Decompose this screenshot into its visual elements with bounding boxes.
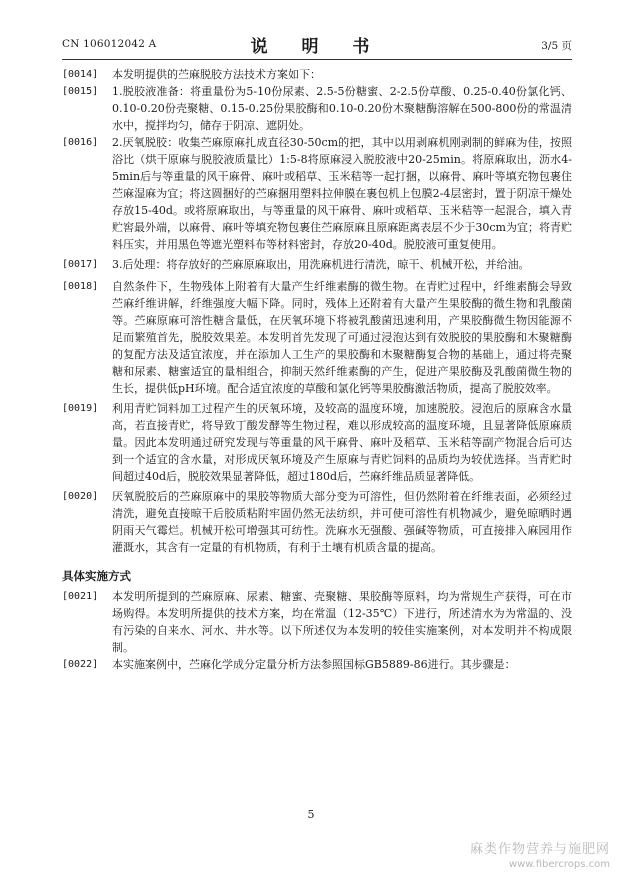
paragraph xyxy=(62,134,572,253)
paragraph-text: 厌氧脱胶后的苎麻原麻中的果胶等物质大部分变为可溶性，但仍然附着在纤维表面，必须经过清洗，避免直接晾干后胶质粘附牢固仍然无法纺织，并可使可溶性有机物减少，避免晾晒时遇阴雨天气霉烂。机械开松可增强其可纺性。洗麻水无强酸、强碱等物质，可直接排入麻园用作灌溉水，其含有一定量的有机物质，有利于土壤有机质含量的提高。 xyxy=(112,490,572,554)
paragraph-text: 3.后处理：将存放好的苎麻原麻取出，用洗麻机进行清洗，晾干、机械开松，并给油。 xyxy=(112,258,530,271)
site-watermark xyxy=(470,838,610,870)
paragraph-number: [0022] xyxy=(62,659,99,670)
paragraph xyxy=(62,256,572,273)
paragraph-text: 本发明所提到的苎麻原麻、尿素、糖蜜、壳聚糖、果胶酶等原料，均为常规生产获得，可在市场购得。本发明所提供的技术方案，均在常温（12-35℃）下进行，所述清水为为常温的、没有污染的自来水、河水、井水等。以下所述仅为本发明的较佳实施案例，对本发明并不构成限制。 xyxy=(112,590,572,654)
paragraph xyxy=(62,400,572,485)
paragraph-number: [0020] xyxy=(62,491,99,502)
paragraph xyxy=(62,588,572,656)
header-divider xyxy=(62,59,572,60)
paragraph-number: [0021] xyxy=(62,591,99,602)
paragraph xyxy=(62,488,572,556)
watermark-url: www.fibercrops.com xyxy=(508,859,610,870)
paragraph-number: [0014] xyxy=(62,69,99,80)
page-indicator: 3/5 页 xyxy=(541,40,572,52)
page-number: 5 xyxy=(307,808,315,821)
paragraph-text: 自然条件下，生物残体上附着有大量产生纤维素酶的微生物。在青贮过程中，纤维素酶会导致苎麻纤维讲解，纤维强度大幅下降。同时，残体上还附着有大量产生果胶酶的微生物和乳酸菌等。苎麻原麻可溶性糖含量低，在厌氧环境下将被乳酸菌迅速利用，产果胶酶微生物因能源不足而繁殖首先，脱胶效果差。本发明首先发现了可通过浸泡达到有效脱胶的果胶酶和木聚糖酶的复配方法及适宜浓度，并在添加人工生产的果胶酶和木聚糖酶复合物的基础上，通过将壳聚糖和尿素、糖蜜适宜的量相组合，抑制天然纤维素酶的产生，促进产果胶酶及乳酸菌微生物的生长，提供低pH环境。配合适宜浓度的草酸和氯化钙等果胶酶激活物质，提高了脱胶效率。 xyxy=(112,280,572,395)
paragraph-number: [0015] xyxy=(62,86,99,97)
paragraph-number: [0019] xyxy=(62,403,99,414)
paragraph-text: 1.脱胶液准备：将重量份为5-10份尿素、2.5-5份糖蜜、2-2.5份草酸、0.25-0.40份氯化钙、0.10-0.20份壳聚糖、0.15-0.25份果胶酶和0.10-0.20份木聚糖酶溶解在500-800份的常温清水中，搅拌均匀，储存于阴凉、遮阴处。 xyxy=(112,85,572,132)
paragraph xyxy=(62,278,572,397)
watermark-title: 麻类作物营养与施肥网 xyxy=(469,842,610,857)
section-heading: 具体实施方式 xyxy=(62,569,131,583)
document-title: 说 明 书 xyxy=(250,37,384,57)
paragraph-text: 本发明提供的苎麻脱胶方法技术方案如下： xyxy=(112,68,321,81)
patent-number: CN 106012042 A xyxy=(62,38,157,50)
page-header xyxy=(62,30,572,56)
paragraph-text: 本实施案例中，苎麻化学成分定量分析方法参照国标GB5889-86进行。其步骤是： xyxy=(112,658,516,671)
paragraph xyxy=(62,66,572,83)
paragraph-number: [0018] xyxy=(62,281,99,292)
paragraph xyxy=(62,83,572,134)
paragraph-number: [0016] xyxy=(62,137,99,148)
paragraph xyxy=(62,656,572,673)
paragraph-number: [0017] xyxy=(62,259,99,270)
paragraph-text: 利用青贮饲料加工过程产生的厌氧环境，及较高的温度环境，加速脱胶。浸泡后的原麻含水量高，若直接青贮，将导致丁酸发酵等生物过程，难以形成较高的温度环境，且显著降低原麻质量。因此本发明通过研究发现与等重量的风干麻骨、麻叶及稻草、玉米秸等副产物混合后可达到一个适宜的含水量，对形成厌氧环境及产生原麻与青贮饲料的品质均为较优选择。当青贮时间超过40d后，脱胶效果显著降低，超过180d后，苎麻纤维品质显著降低。 xyxy=(112,402,572,483)
document-body xyxy=(62,66,572,673)
paragraph-text: 2.厌氧脱胶：收集苎麻原麻扎成直径30-50cm的把，其中以用剥麻机刚剥制的鲜麻为佳，按照浴比（烘干原麻与脱胶液质量比）1:5-8将原麻浸入脱胶液中20-25min。将原麻取出，沥水4-5min后与等重量的风干麻骨、麻叶或稻草、玉米秸等一起打捆，以麻骨、麻叶等填充物包裹住苎麻湿麻为宜；将这圆捆好的苎麻捆用塑料拉伸膜在裹包机上包膜2-4层密封，置于阴凉干燥处存放15-40d。或将原麻取出，与等重量的风干麻骨、麻叶或稻草、玉米秸等一起混合，填入青贮窖最外端，以麻骨、麻叶等填充物包裹住苎麻原麻且原麻距离表层不少于30cm为宜；将青贮料压实，并用黑色等遮光塑料布等材料密封，存放20-40d。脱胶液可重复使用。 xyxy=(112,136,572,251)
